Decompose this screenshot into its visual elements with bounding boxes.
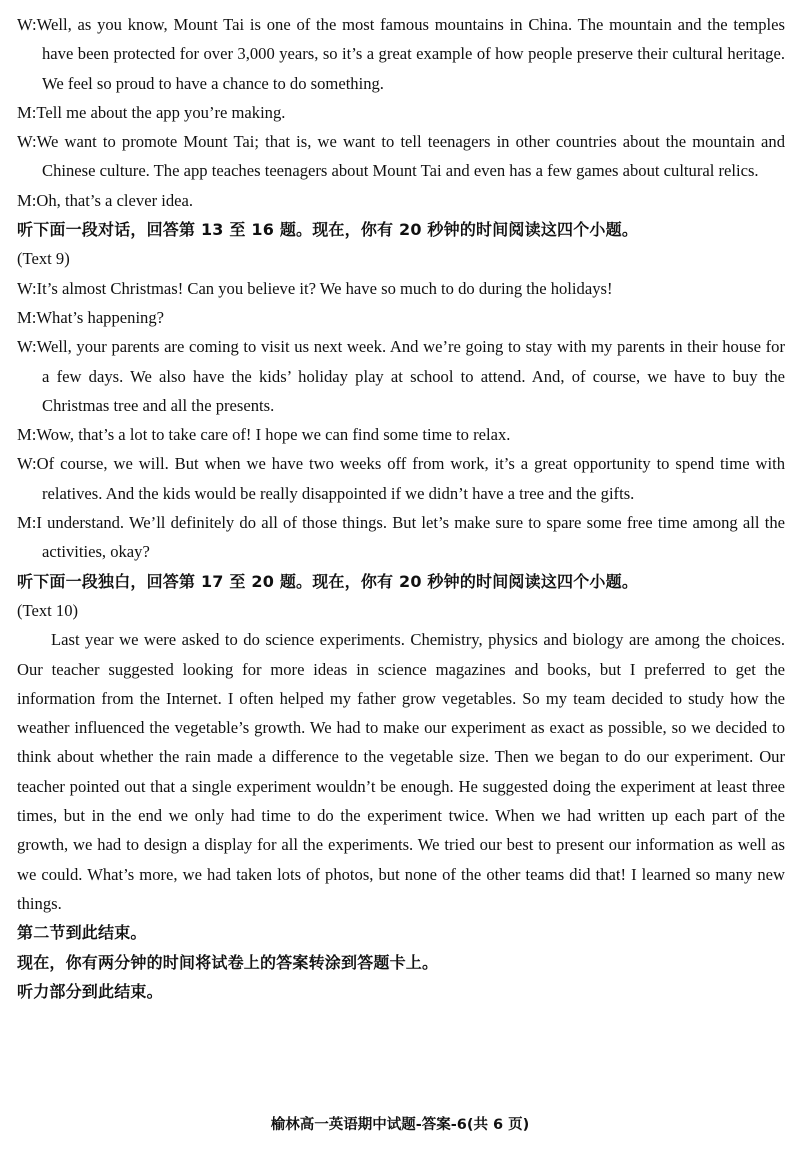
instruction-text-9: 听下面一段对话，回答第 13 至 16 题。现在，你有 20 秒钟的时间阅读这四个小题。 — [17, 220, 639, 240]
utterance: Tell me about the app you’re making. — [36, 102, 286, 122]
page-footer: 榆林高一英语期中试题-答案-6(共 6 页) — [270, 1117, 530, 1133]
speaker-label: W: — [17, 337, 37, 357]
speaker-label: W: — [17, 15, 37, 34]
dialogue-line — [17, 449, 785, 508]
utterance: It’s almost Christmas! Can you believe it? We have so much to do during the holidays! — [36, 278, 613, 298]
utterance: Wow, that’s a lot to take care of! I hope we can find some time to relax. — [36, 425, 511, 445]
speaker-label: W: — [17, 278, 37, 298]
closing-line-listening-end: 听力部分到此结束。 — [17, 981, 163, 1001]
speaker-label: M: — [17, 102, 37, 122]
text-10-label: (Text 10) — [17, 600, 79, 620]
speaker-label: M: — [17, 425, 37, 445]
dialogue-line — [17, 303, 785, 332]
dialogue-text-9 — [17, 274, 785, 567]
speaker-label: W: — [17, 454, 37, 474]
utterance: Well, your parents are coming to visit us next week. And we’re going to stay with my parents in their house for a few days. We also have the kids’ holiday play at school to attend. And, of course, we have to buy the Christmas tree and all the presents. — [36, 337, 785, 415]
dialogue-line — [17, 98, 785, 127]
utterance: Well, as you know, Mount Tai is one of the most famous mountains in China. The mountain and the temples have been protected for over 3,000 years, so it’s a great example of how people preserve their cultural heritage. We feel so proud to have a chance to do something. — [36, 15, 785, 93]
transcript-body — [17, 10, 785, 1006]
text-9-label: (Text 9) — [17, 249, 70, 269]
instruction-text-10: 听下面一段独白，回答第 17 至 20 题。现在，你有 20 秒钟的时间阅读这四个小题。 — [17, 571, 639, 591]
speaker-label: M: — [17, 190, 37, 210]
speaker-label: M: — [17, 307, 37, 327]
dialogue-line — [17, 274, 785, 303]
utterance: Oh, that’s a clever idea. — [36, 190, 194, 210]
monologue-text-10: Last year we were asked to do science experiments. Chemistry, physics and biology are among the choices. Our teacher suggested looking for more ideas in science magazines and books, but I preferred to get the information from the Internet. I often helped my father grow vegetables. So my team decided to study how the weather influenced the vegetable’s growth. We had to make our experiment as exact as possible, so we decided to think about whether the rain made a difference to the vegetable size. Then we began to do our experiment. Our teacher pointed out that a single experiment wouldn’t be enough. He suggested doing the experiment at least three times, but in the end we only had time to do the experiment twice. When we had written up each part of the growth, we had to design a display for all the experiments. We tried our best to present our information as well as we could. What’s more, we had taken lots of photos, but none of the other teams did that! I learned so many new things. — [17, 630, 785, 913]
utterance: I understand. We’ll definitely do all of those things. But let’s make sure to spare some free time among all the activities, okay? — [36, 513, 785, 562]
closing-line-transfer-answers: 现在，你有两分钟的时间将试卷上的答案转涂到答题卡上。 — [17, 952, 439, 972]
speaker-label: M: — [17, 513, 37, 533]
dialogue-line — [17, 508, 785, 567]
dialogue-line — [17, 186, 785, 215]
dialogue-text-8-continued — [17, 10, 785, 215]
utterance: We want to promote Mount Tai; that is, we want to tell teenagers in other countries about the mountain and Chinese culture. The app teaches teenagers about Mount Tai and even has a few games about cultural relics. — [36, 132, 785, 181]
utterance: What’s happening? — [36, 307, 165, 327]
dialogue-line — [17, 10, 785, 98]
speaker-label: W: — [17, 132, 37, 152]
utterance: Of course, we will. But when we have two weeks off from work, it’s a great opportunity to spend time with relatives. And the kids would be really disappointed if we didn’t have a tree and the gifts. — [36, 454, 785, 503]
closing-line-section-end: 第二节到此结束。 — [17, 923, 147, 943]
dialogue-line — [17, 420, 785, 449]
dialogue-line — [17, 127, 785, 186]
dialogue-line — [17, 332, 785, 420]
